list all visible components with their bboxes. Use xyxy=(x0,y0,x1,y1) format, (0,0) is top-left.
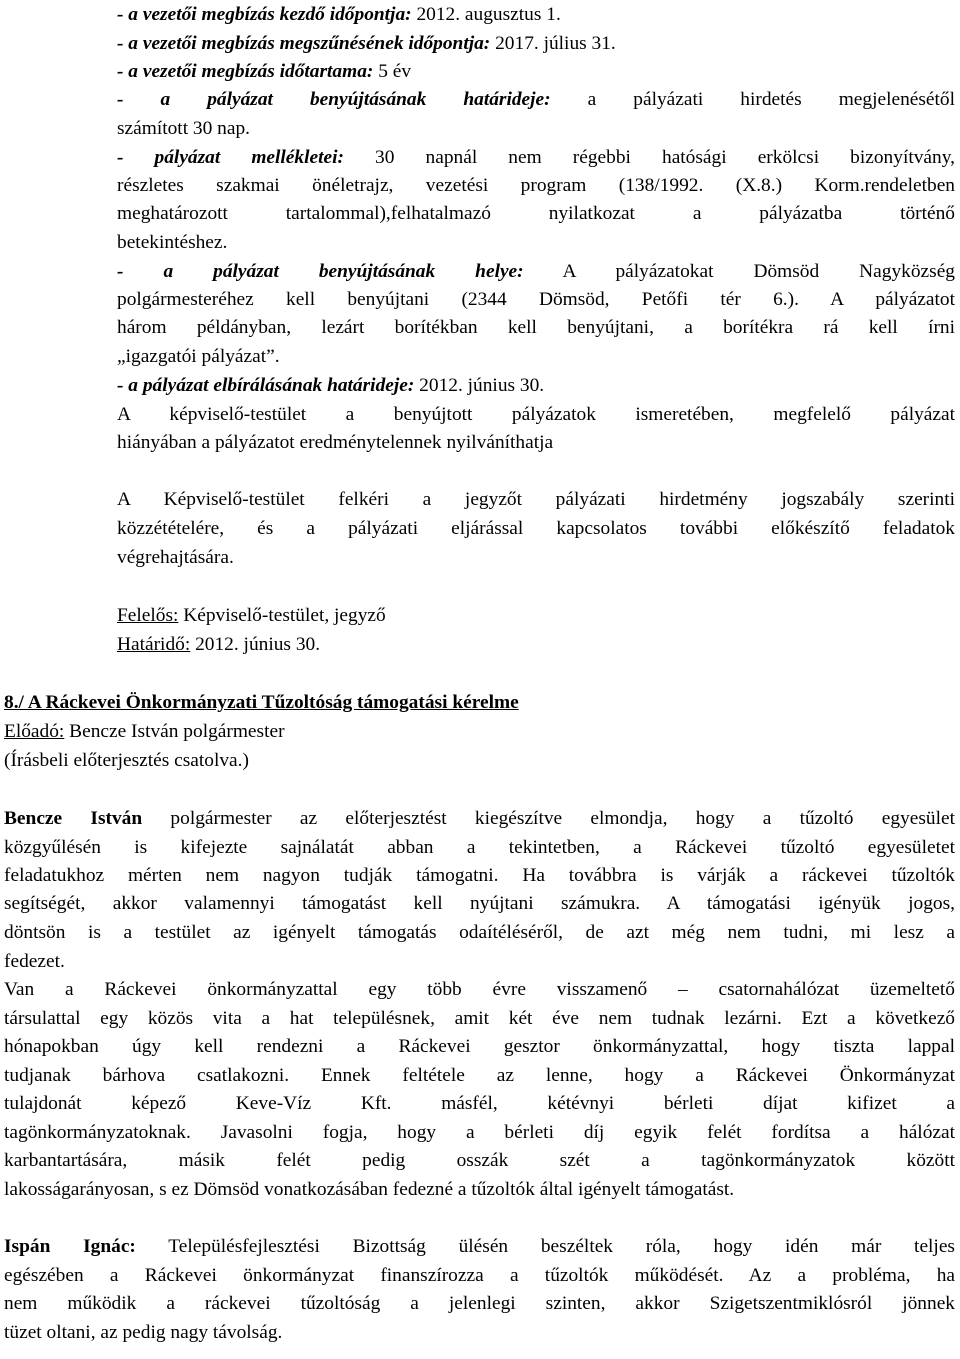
deadline-line: Határidő: 2012. június 30. xyxy=(117,634,321,655)
attachments-line: - pályázat mellékletei: 30 napnál nem régebbi hatósági erkölcsi bizonyítvány, xyxy=(117,147,955,168)
paragraph-line: Van a Ráckevei önkormányzattal egy több évre visszamenő – csatornahálózat üzemeltető xyxy=(4,979,955,1000)
responsible-line: Felelős: Képviselő-testület, jegyző xyxy=(117,605,386,626)
term-end-line: - a vezetői megbízás megszűnésének időpontja: 2017. július 31. xyxy=(117,33,616,54)
paragraph-line: feladatukhoz mérten nem nagyon tudják támogatni. Ha továbbra is várják a ráckevei tűzoltók xyxy=(4,865,955,886)
text-line: polgármesteréhez kell benyújtani (2344 Dömsöd, Petőfi tér 6.). A pályázatot xyxy=(117,289,955,310)
paragraph-line: nem működik a ráckevei tűzoltóság a jelenlegi szinten, akkor Szigetszentmiklósról jönnek xyxy=(4,1293,955,1314)
paragraph-line: egészében a Ráckevei önkormányzat finanszírozza a tűzoltók működését. Az a probléma, ha xyxy=(4,1265,955,1286)
term-duration-line: - a vezetői megbízás időtartama: 5 év xyxy=(117,61,412,82)
submission-deadline-line: - a pályázat benyújtásának határideje: a pályázati hirdetés megjelenésétől xyxy=(117,89,955,110)
text-line: számított 30 nap. xyxy=(117,118,251,139)
paragraph-line: lakosságarányosan, s ez Dömsöd vonatkozásában fedezné a tűzoltók által igényelt támogatást. xyxy=(4,1179,735,1200)
presenter-line: Előadó: Bencze István polgármester xyxy=(4,721,285,742)
paragraph-line: hónapokban úgy kell rendezni a Ráckevei gesztor önkormányzattal, hogy tiszta lappal xyxy=(4,1036,955,1057)
resolution-line: végrehajtására. xyxy=(117,547,234,568)
text-line: meghatározott tartalommal),felhatalmazó nyilatkozat a pályázatba történő xyxy=(117,203,955,224)
section-title: 8./ A Ráckevei Önkormányzati Tűzoltóság támogatási kérelme xyxy=(4,692,519,713)
text-line: „igazgatói pályázat”. xyxy=(117,346,280,367)
paragraph-line: Ispán Ignác: Településfejlesztési Bizottság ülésén beszéltek róla, hogy idén már teljes xyxy=(4,1236,955,1257)
paragraph-line: Bencze István polgármester az előterjesztést kiegészítve elmondja, hogy a tűzoltó egyesület xyxy=(4,808,955,829)
paragraph-line: tudjanak bárhova csatlakozni. Ennek feltétele az lenne, hogy a Ráckevei Önkormányzat xyxy=(4,1065,955,1086)
submission-place-line: - a pályázat benyújtásának helye: A pályázatokat Dömsöd Nagyközség xyxy=(117,261,955,282)
text-line: A képviselő-testület a benyújtott pályázatok ismeretében, megfelelő pályázat xyxy=(117,404,955,425)
paragraph-line: társulattal egy közös vita a hat településnek, amit két éve nem tudnak lezárni. Ezt a következő xyxy=(4,1008,955,1029)
paragraph-line: segítségét, akkor valamennyi támogatást kell nyújtani számukra. A támogatási igényük jogos, xyxy=(4,893,955,914)
term-start-line: - a vezetői megbízás kezdő időpontja: 2012. augusztus 1. xyxy=(117,4,561,25)
text-line: betekintéshez. xyxy=(117,232,228,253)
attachment-note: (Írásbeli előterjesztés csatolva.) xyxy=(4,750,249,771)
paragraph-line: fedezet. xyxy=(4,951,65,972)
paragraph-line: tüzet oltani, az pedig nagy távolság. xyxy=(4,1322,283,1343)
text-line: hiányában a pályázatot eredménytelennek nyilváníthatja xyxy=(117,432,554,453)
paragraph-line: döntsön is a testület az igényelt támogatás odaítéléséről, de azt még nem tudni, mi lesz a xyxy=(4,922,955,943)
text-line: részletes szakmai önéletrajz, vezetési program (138/1992. (X.8.) Korm.rendeletben xyxy=(117,175,955,196)
paragraph-line: tulajdonát képező Keve-Víz Kft. másfél, kétévnyi bérleti díjat kifizet a xyxy=(4,1093,955,1114)
paragraph-line: tagönkormányzatoknak. Javasolni fogja, hogy a bérleti díj egyik felét fordítsa a hálózat xyxy=(4,1122,955,1143)
resolution-line: közzétételére, és a pályázati eljárással kapcsolatos további előkészítő feladatok xyxy=(117,518,955,539)
resolution-line: A Képviselő-testület felkéri a jegyzőt pályázati hirdetmény jogszabály szerinti xyxy=(117,489,955,510)
paragraph-line: karbantartására, másik felét pedig osszák szét a tagönkormányzatok között xyxy=(4,1150,955,1171)
evaluation-deadline-line: - a pályázat elbírálásának határideje: 2012. június 30. xyxy=(117,375,545,396)
paragraph-line: közgyűlésén is kifejezte sajnálatát abban a tekintetben, a Ráckevei tűzoltó egyesületet xyxy=(4,837,955,858)
text-line: három példányban, lezárt borítékban kell benyújtani, a borítékra rá kell írni xyxy=(117,317,955,338)
